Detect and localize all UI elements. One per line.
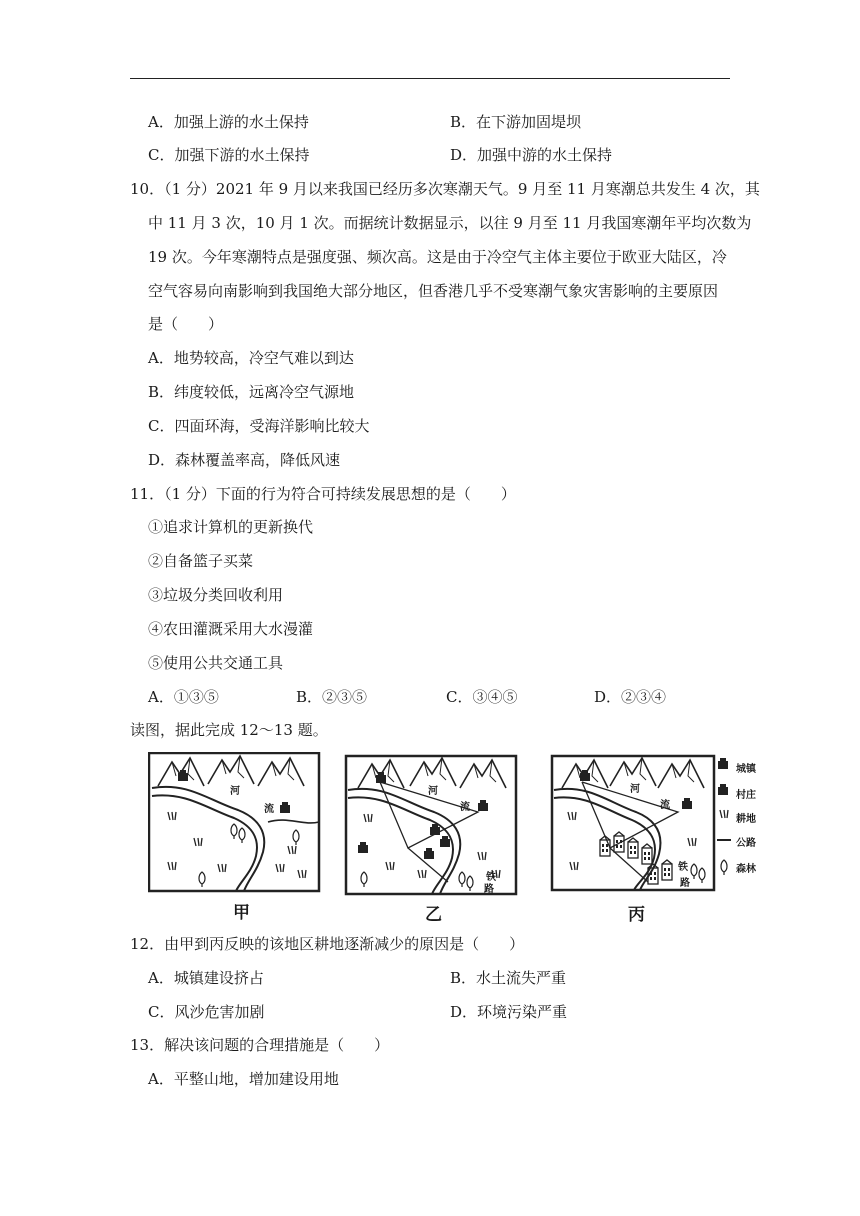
- map-label-yi: 乙: [425, 905, 442, 925]
- q10-stem-line2: 中 11 月 3 次，10 月 1 次。而据统计数据显示，以往 9 月至 11 月我国寒潮年平均次数为: [148, 214, 752, 232]
- q11-item: ②自备篮子买菜: [148, 552, 254, 570]
- q12-option-b[interactable]: B．水土流失严重: [450, 969, 567, 987]
- q9-option-b[interactable]: B．在下游加固堤坝: [450, 113, 582, 131]
- map-jia: [149, 753, 319, 891]
- q11-option-c[interactable]: C．③④⑤: [446, 688, 518, 706]
- header-rule: [130, 78, 730, 79]
- map-label-jia: 甲: [233, 903, 250, 923]
- map-jia-river-label-2: 流: [264, 804, 274, 815]
- q10-option-a[interactable]: A．地势较高，冷空气难以到达: [148, 349, 354, 367]
- q10-option-b[interactable]: B．纬度较低，远离冷空气源地: [148, 383, 355, 401]
- legend-forest-label: 森林: [736, 864, 756, 875]
- q13-stem: 13．解决该问题的合理措施是（ ）: [130, 1036, 390, 1054]
- q12-stem: 12．由甲到丙反映的该地区耕地逐渐减少的原因是（ ）: [130, 935, 525, 953]
- q12-option-d[interactable]: D．环境污染严重: [450, 1003, 568, 1021]
- q11-item: ①追求计算机的更新换代: [148, 518, 314, 536]
- q10-stem-line5: 是（ ）: [148, 315, 224, 333]
- q9-option-d[interactable]: D．加强中游的水土保持: [450, 146, 613, 164]
- legend-farmland-label: 耕地: [736, 814, 756, 825]
- land-use-figure: [148, 752, 788, 924]
- legend-village-label: 村庄: [736, 790, 756, 801]
- map-yi-rail-label: 铁: [486, 872, 496, 883]
- q9-option-c[interactable]: C．加强下游的水土保持: [148, 146, 310, 164]
- map-bing-rail-label: 铁: [678, 862, 688, 873]
- legend-town-label: 城镇: [736, 764, 756, 775]
- q9-option-a[interactable]: A．加强上游的水土保持: [148, 113, 309, 131]
- map-yi-river-label-2: 流: [460, 802, 470, 813]
- map-legend: [717, 758, 731, 875]
- map-bing-river-label-2: 流: [660, 800, 670, 811]
- map-bing-river-label: 河: [630, 784, 640, 795]
- q11-item: ④农田灌溉采用大水漫灌: [148, 620, 314, 638]
- q12-option-c[interactable]: C．风沙危害加剧: [148, 1003, 265, 1021]
- q11-item: ③垃圾分类回收利用: [148, 586, 284, 604]
- q10-option-c[interactable]: C．四面环海，受海洋影响比较大: [148, 417, 370, 435]
- q10-stem-line4: 空气容易向南影响到我国绝大部分地区，但香港几乎不受寒潮气象灾害影响的主要原因: [148, 282, 719, 300]
- q10-option-d[interactable]: D．森林覆盖率高，降低风速: [148, 451, 341, 469]
- figure-intro: 读图，据此完成 12～13 题。: [130, 721, 328, 739]
- q10-stem-line3: 19 次。今年寒潮特点是强度强、频次高。这是由于冷空气主体主要位于欧亚大陆区，冷: [148, 248, 727, 266]
- q11-stem: 11．（1 分）下面的行为符合可持续发展思想的是（ ）: [130, 485, 516, 503]
- q13-option-a[interactable]: A．平整山地，增加建设用地: [148, 1070, 339, 1088]
- q11-option-a[interactable]: A．①③⑤: [148, 688, 219, 706]
- q12-option-a[interactable]: A．城镇建设挤占: [148, 969, 264, 987]
- legend-road-label: 公路: [736, 838, 756, 849]
- q11-item: ⑤使用公共交通工具: [148, 654, 284, 672]
- q11-option-b[interactable]: B．②③⑤: [296, 688, 368, 706]
- map-bing: [552, 756, 714, 890]
- map-jia-river-label: 河: [230, 786, 240, 797]
- map-yi-rail-label-2: 路: [484, 884, 494, 895]
- map-bing-rail-label-2: 路: [680, 878, 690, 889]
- map-label-bing: 丙: [628, 905, 645, 925]
- q10-stem-line1: 10．（1 分）2021 年 9 月以来我国已经历多次寒潮天气。9 月至 11 月寒潮总共发生 4 次，其: [130, 180, 760, 198]
- q11-option-d[interactable]: D．②③④: [594, 688, 667, 706]
- map-yi-river-label: 河: [428, 786, 438, 797]
